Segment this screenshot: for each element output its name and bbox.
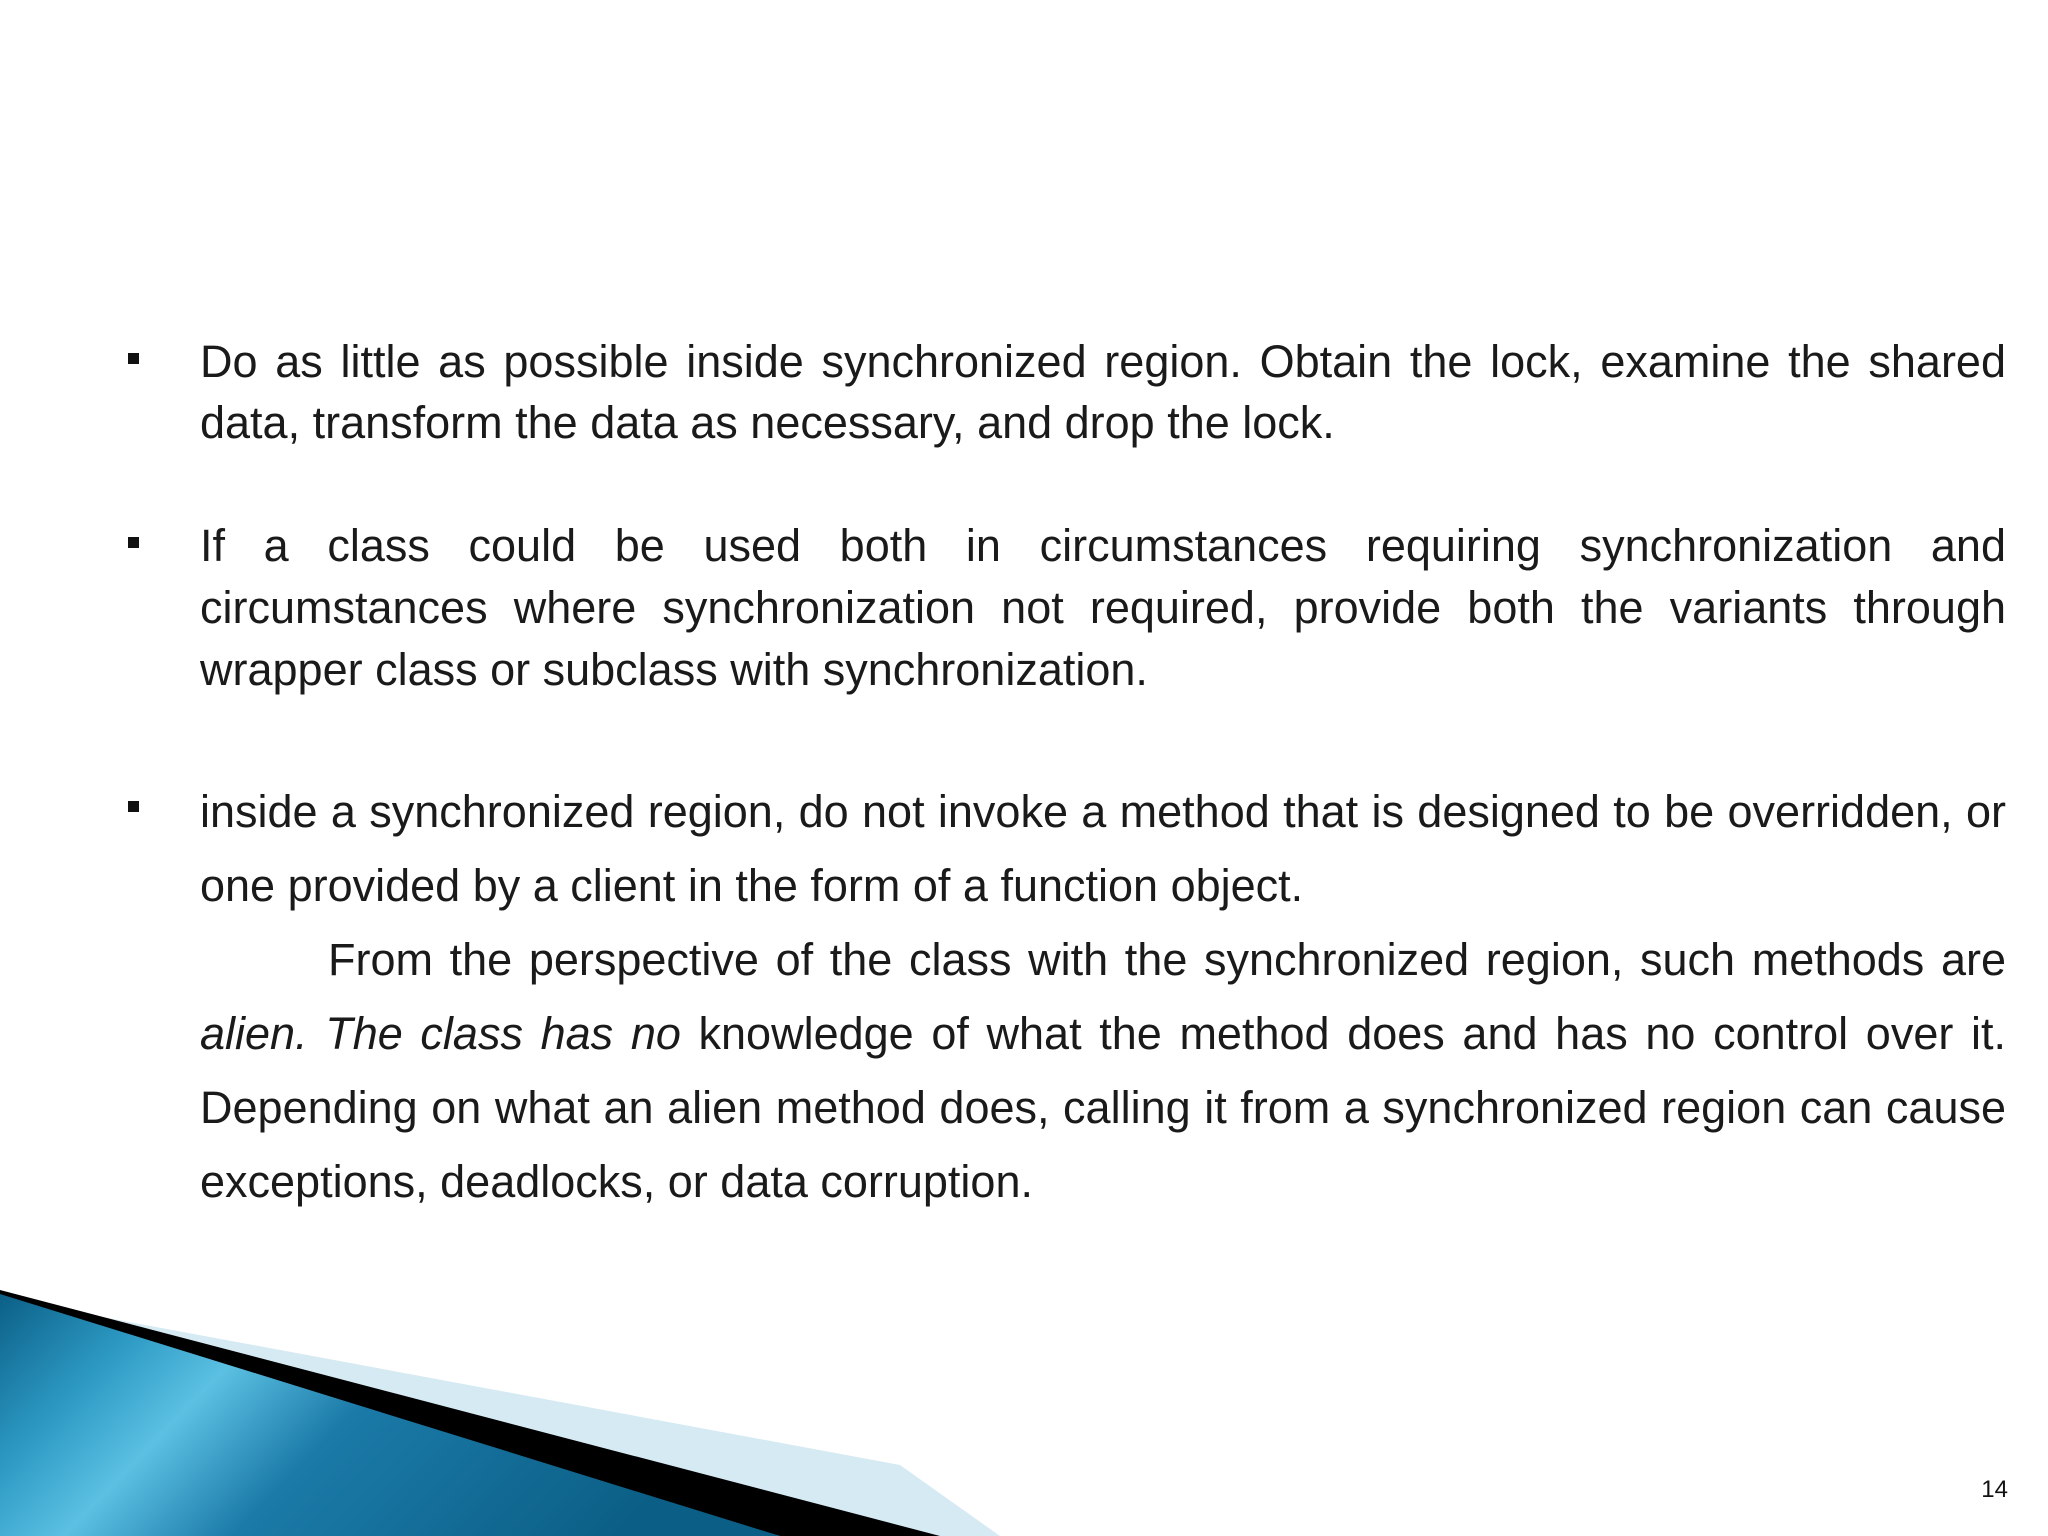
square-bullet-icon bbox=[128, 537, 139, 548]
paragraph-rest: knowledge of what the method does and has no control over it. Depending on what an alien method does, calling it from a synchronized region can cause exceptions, deadlocks, or data corruption. bbox=[200, 1008, 2006, 1207]
square-bullet-icon bbox=[128, 801, 139, 812]
paragraph-lead: From the perspective of the class with the synchronized region, such methods are bbox=[328, 934, 2006, 985]
square-bullet-icon bbox=[128, 353, 139, 364]
bullet-text-block bbox=[200, 775, 2006, 1219]
page-number: 14 bbox=[1981, 1476, 2008, 1503]
paragraph-italic: alien. The class has no bbox=[200, 1008, 681, 1059]
corner-swoosh-decoration bbox=[0, 1280, 2048, 1536]
bullet-text: Do as little as possible inside synchronized region. Obtain the lock, examine the shared data, transform the data as necessary, and drop the lock. bbox=[200, 336, 2006, 448]
bullet-text: If a class could be used both in circumstances requiring synchronization and circumstances where synchronization not required, provide both the variants through wrapper class or subclass with synchronization. bbox=[200, 520, 2006, 695]
bullet-text: inside a synchronized region, do not invoke a method that is designed to be overridden, or one provided by a client in the form of a function object. bbox=[200, 786, 2006, 911]
